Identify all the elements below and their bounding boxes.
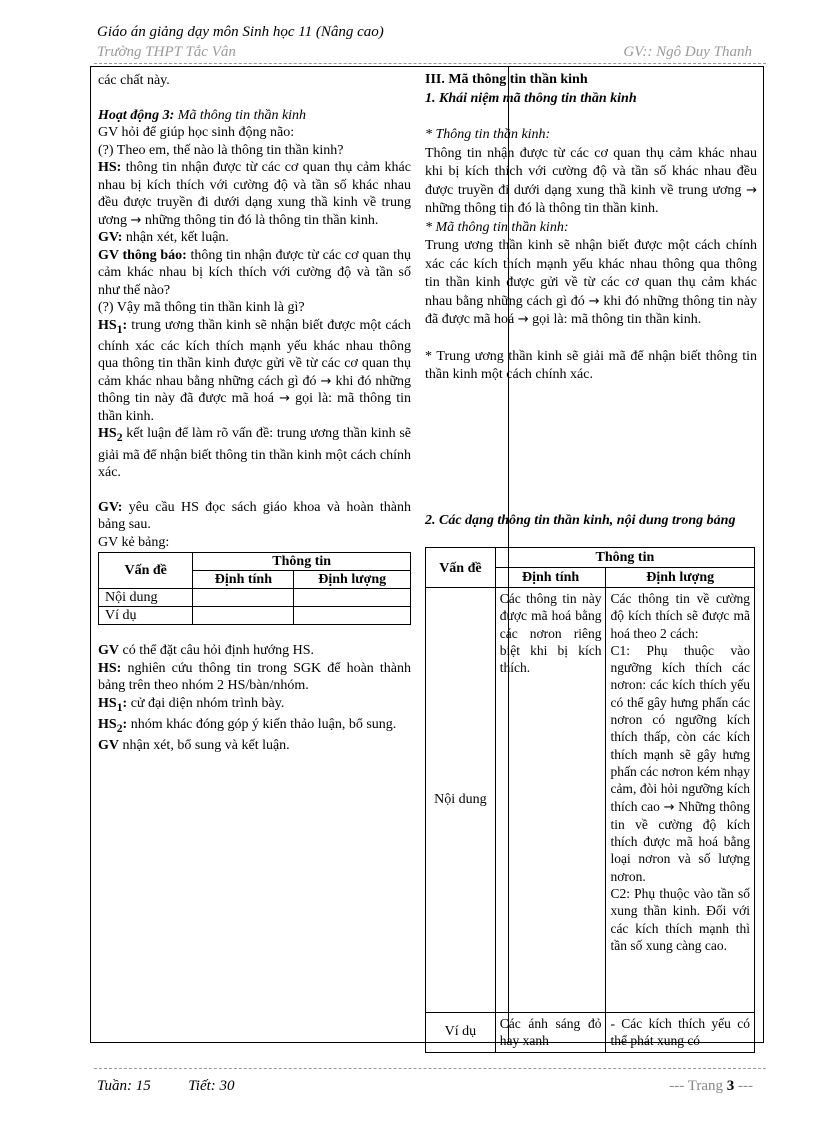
hs5-text: nhóm khác đóng góp ý kiến thảo luận, bổ sung.	[130, 716, 397, 732]
header-dinh-luong: Định lượng	[294, 571, 411, 589]
arrow-icon: →	[320, 373, 332, 389]
gv2-label: GV:	[98, 499, 123, 515]
blank-table	[98, 552, 411, 625]
cell-vi-du-dinh-tinh: Các ánh sáng đỏ hay xanh	[495, 1013, 606, 1053]
left-line-1: các chất này.	[98, 73, 170, 88]
cell-vi-du-dinh-luong: - Các kích thích yếu có thể phát xung có	[606, 1013, 755, 1053]
dl-c1a: C1: Phụ thuộc vào ngưỡng kích thích các nơron: các kích thích yếu có thể gây hưng phấn các nơron có ngưỡng kích thích thấp, còn các kích thích mạnh sẽ gây hưng phấn các nơron kém nhạy cảm, đòi hỏi ngưỡng kích thích cao	[610, 642, 750, 814]
dl-method-1	[610, 642, 750, 885]
hs-text-2: những thông tin đó là thông tin thần kinh.	[144, 212, 379, 228]
table-row	[99, 607, 411, 625]
row-label-vi-du: Ví dụ	[426, 1013, 496, 1053]
hs-research	[98, 660, 411, 695]
activity-label: Hoạt động 3:	[98, 107, 175, 123]
gv-comment	[98, 229, 411, 247]
dl-method-2: C2: Phụ thuộc vào tần số xung thần kinh. Đối với các kích thích mạnh thì tần số xung càng cao.	[610, 886, 750, 953]
header-divider	[94, 63, 766, 64]
hs4-label: $HS_1$:	[98, 695, 128, 714]
left-question-2: (?) Vậy mã thông tin thần kinh là gì?	[98, 300, 305, 315]
activity-title: Mã thông tin thần kinh	[177, 107, 307, 123]
hs1-answer	[98, 317, 411, 426]
hs1-label: $HS_1$:	[98, 317, 128, 336]
activity-heading	[98, 107, 411, 125]
left-line-2: GV hỏi để giúp học sinh động não:	[98, 125, 295, 140]
arrow-icon: →	[279, 391, 291, 407]
header-van-de: Vấn đề	[99, 553, 193, 589]
neural-code-title: * Mã thông tin thần kinh:	[425, 219, 569, 235]
gv-announcement	[98, 247, 411, 300]
arrow-icon: →	[663, 799, 675, 815]
lesson-table	[90, 66, 764, 1049]
table-row	[426, 1013, 755, 1053]
header-teacher: GV:: Ngô Duy Thanh	[623, 44, 752, 60]
left-column	[98, 72, 411, 755]
neural-info-title: * Thông tin thần kinh:	[425, 127, 551, 142]
header-thong-tin: Thông tin	[193, 553, 411, 571]
footer-divider	[94, 1068, 766, 1069]
gv-draw-table: GV kẻ bảng:	[98, 534, 170, 550]
subsection-heading-1: 1. Khái niệm mã thông tin thần kinh	[425, 90, 637, 106]
table-row	[99, 589, 411, 607]
gvtb-text: thông tin nhận được từ các cơ quan thụ cảm khác nhau bị kích thích với cường độ và tần số như thế nào?	[98, 247, 412, 298]
s1-text-1: Thông tin nhận được từ các cơ quan thụ cảm khác nhau khi bị kích thích với cường độ và tần số khác nhau đều được truyền đi dưới dạng xung thầ kinh về trung ương	[425, 145, 757, 198]
hs3-label: HS:	[98, 660, 122, 676]
cell-noi-dung-dinh-tinh: Các thông tin này được mã hoá bằng các nơron riêng biệt khi bị kích thích.	[495, 588, 606, 1013]
hs3-text: nghiên cứu thông tin trong SGK để hoàn thành bảng trên theo nhóm 2 HS/bàn/nhóm.	[98, 660, 411, 694]
table-row	[426, 588, 755, 1013]
gv2-text: yêu cầu HS đọc sách giáo khoa và hoàn thành bảng sau.	[98, 499, 411, 533]
arrow-icon: →	[517, 312, 529, 327]
row-label: Nội dung	[99, 589, 193, 607]
hs2-discuss	[98, 716, 411, 737]
gv-text: nhận xét, kết luận.	[125, 230, 229, 245]
s2-text-1: Trung ương thần kinh sẽ nhận biết được một cách chính xác các kích thích mạnh yếu khác nhau thông qua thông tin thần kinh được gửi về từ các cơ quan thụ cảm khác nhau bằng những cách gì đó	[425, 238, 757, 309]
dl-intro: Các thông tin về cường độ kích thích sẽ được mã hoá theo 2 cách:	[610, 591, 750, 641]
header-van-de: Vấn đề	[426, 548, 496, 588]
subsection-heading-2: 2. Các dạng thông tin thần kinh, nội dung trong bảng	[425, 513, 736, 528]
gvtb-label: GV thông báo:	[98, 247, 187, 263]
gv-label: GV:	[98, 230, 123, 245]
dl-c1b: Những thông tin về cường độ kích thích được mã hoá bằng loại nơron và số lượng nơron.	[610, 798, 751, 884]
header-school: Trường THPT Tắc Vân	[97, 44, 236, 60]
header-dinh-tinh: Định tính	[193, 571, 294, 589]
gv5-text: nhận xét, bổ sung và kết luận.	[122, 738, 290, 754]
header-thong-tin: Thông tin	[495, 548, 754, 568]
cell-noi-dung-dinh-luong	[606, 588, 755, 1013]
right-column	[425, 71, 757, 385]
gv-conclude	[98, 737, 411, 755]
hs-label: HS:	[98, 160, 122, 175]
arrow-icon: →	[588, 293, 600, 309]
hs2-text: kết luận để làm rõ vấn đề: trung ương thần kinh sẽ giải mã để nhận biết thông tin thần kinh một cách chính xác.	[98, 426, 412, 481]
hs5-label: $HS_2$:	[98, 716, 128, 735]
gv-guide	[98, 642, 411, 660]
hs1-present	[98, 695, 411, 716]
left-question-1: (?) Theo em, thế nào là thông tin thần kinh?	[98, 142, 344, 158]
page-number: 3	[726, 1078, 735, 1094]
hs-answer	[98, 159, 411, 229]
s1-text-2: những thông tin đó là thông tin thần kinh.	[425, 201, 659, 216]
decode-note: * Trung ương thần kinh sẽ giải mã để nhận biết thông tin thần kinh một cách chính xác.	[425, 348, 757, 382]
hs1-text-2: khi đó những thông tin này đã được mã hoá	[98, 373, 412, 407]
section-heading-3: III. Mã thông tin thần kinh	[425, 72, 588, 87]
hs-text-1: thông tin nhận được từ các cơ quan thụ cảm khác nhau bị kích thích với cường độ và tần số khác nhau đều được truyền đi dưới dạng xung thầ kinh về trung ương	[98, 160, 411, 228]
neural-code-text	[425, 237, 757, 330]
neural-info-text	[425, 145, 757, 219]
footer-week: Tuần: 15	[97, 1078, 151, 1094]
s2-text-2: khi đó những thông tin này đã được mã hoá	[425, 293, 758, 327]
arrow-icon: →	[130, 212, 142, 228]
footer-period: Tiết: 30	[188, 1078, 235, 1094]
gv4-text: có thể đặt câu hỏi định hướng HS.	[122, 643, 315, 659]
hs1-text-3: gọi là: mã thông tin thần kinh.	[98, 391, 412, 424]
arrow-icon: →	[746, 182, 757, 198]
footer-week-period	[97, 1078, 235, 1095]
hs4-text: cử đại diện nhóm trình bày.	[130, 695, 285, 711]
row-label-noi-dung: Nội dung	[426, 588, 496, 1013]
gv-request	[98, 499, 411, 534]
s2-text-3: gọi là: mã thông tin thần kinh.	[532, 312, 702, 327]
row-label: Ví dụ	[99, 607, 193, 625]
gv4-label: GV	[98, 643, 119, 659]
footer-page: --- Trang 3 ---	[669, 1078, 753, 1094]
header-title: Giáo án giảng dạy môn Sinh học 11 (Nâng cao)	[97, 24, 384, 40]
header-dinh-luong: Định lượng	[606, 568, 755, 588]
info-table	[425, 547, 755, 1053]
header-dinh-tinh: Định tính	[495, 568, 606, 588]
hs1-text-1: trung ương thần kinh sẽ nhận biết được một cách chính xác các kích thích mạnh yếu khác nhau thông qua thông tin thần kinh được gửi về từ các cơ quan thụ cảm khác nhau bằng những cách gì đó	[98, 317, 411, 389]
hs2-conclusion	[98, 425, 411, 481]
gv5-label: GV	[98, 738, 119, 754]
hs2-label: $HS_2$	[98, 426, 123, 445]
